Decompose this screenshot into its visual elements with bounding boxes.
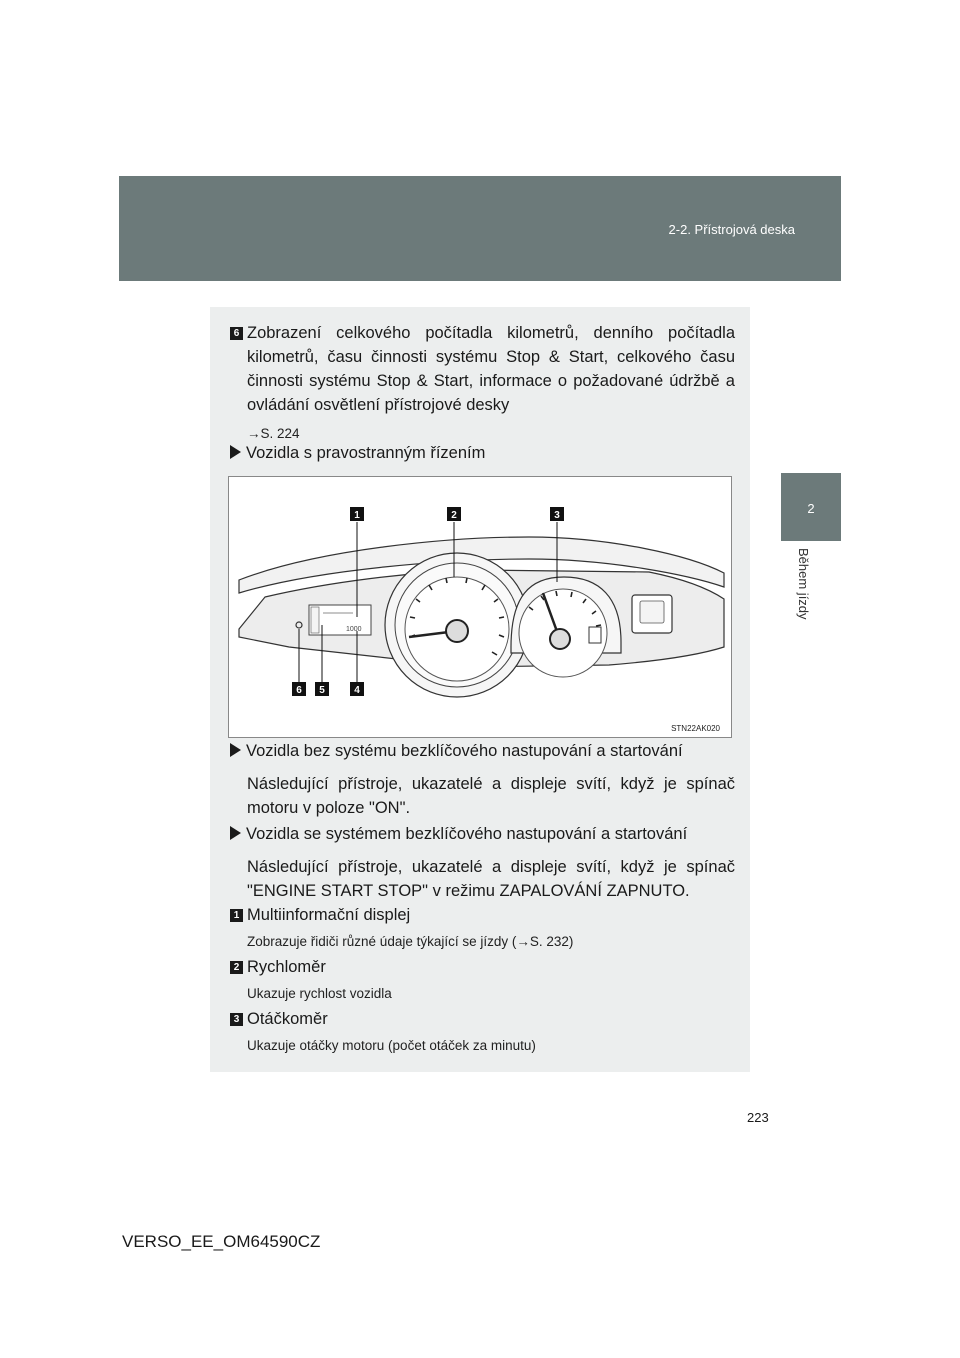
cluster-illustration: [229, 477, 731, 737]
triangle-bullet-icon: [230, 826, 241, 840]
triangle-bullet-icon: [230, 743, 241, 757]
figure-code: STN22AK020: [671, 724, 720, 733]
keyless-text: Následující přístroje, ukazatelé a displeje svítí, když je spínač "ENGINE START STOP" v režimu ZAPALOVÁNÍ ZAPNUTO.: [247, 858, 735, 900]
badge-2: 2: [230, 961, 243, 974]
section-title: 2-2. Přístrojová deska: [668, 222, 795, 237]
header-band: [119, 176, 841, 281]
chapter-label: Během jízdy: [796, 548, 811, 620]
callout-3: 3: [554, 510, 560, 521]
chapter-number: 2: [807, 501, 815, 516]
callout-6: 6: [296, 685, 302, 696]
item-1-desc: Zobrazuje řidiči různé údaje týkající se jízdy (→S. 232): [247, 934, 574, 949]
content-box: [210, 307, 750, 1072]
item-3-desc: Ukazuje otáčky motoru (počet otáček za minutu): [247, 1038, 536, 1053]
rhd-heading: Vozidla s pravostranným řízením: [230, 441, 735, 465]
page-number: 223: [747, 1110, 769, 1125]
document-code: VERSO_EE_OM64590CZ: [122, 1232, 321, 1251]
badge-1: 1: [230, 909, 243, 922]
triangle-bullet-icon: [230, 445, 241, 459]
item-6-text: Zobrazení celkového počítadla kilometrů, denního počítadla kilometrů, času činnosti systému Stop & Start, celkového času činnosti systému Stop & Start, informace o požadované údržbě a ovládání osvětlení přístrojové desky: [247, 324, 735, 414]
item-1: [230, 903, 735, 951]
callout-5: 5: [319, 685, 325, 696]
callout-1: 1: [354, 510, 360, 521]
item-2-title: Rychloměr: [247, 958, 326, 976]
item-2-desc: Ukazuje rychlost vozidla: [247, 986, 392, 1001]
badge-6: 6: [230, 327, 243, 340]
badge-3: 3: [230, 1013, 243, 1026]
item-6: [230, 321, 735, 443]
item-3-title: Otáčkoměr: [247, 1010, 328, 1028]
no-keyless-section: [230, 739, 735, 820]
keyless-heading: Vozidla se systémem bezklíčového nastupování a startování: [230, 822, 735, 846]
no-keyless-text: Následující přístroje, ukazatelé a displeje svítí, když je spínač motoru v poloze "ON".: [247, 775, 735, 817]
callout-4: 4: [354, 685, 360, 696]
odometer-readout: 1000: [346, 626, 362, 633]
keyless-section: [230, 822, 735, 903]
chapter-tab[interactable]: [781, 473, 841, 541]
item-2: [230, 955, 735, 1003]
no-keyless-heading: Vozidla bez systému bezklíčového nastupování a startování: [230, 739, 735, 763]
instrument-cluster-figure: [228, 476, 732, 738]
item-6-ref[interactable]: →S. 224: [247, 426, 300, 441]
callout-2: 2: [451, 510, 457, 521]
item-3: [230, 1007, 735, 1055]
item-1-title: Multiinformační displej: [247, 906, 411, 924]
